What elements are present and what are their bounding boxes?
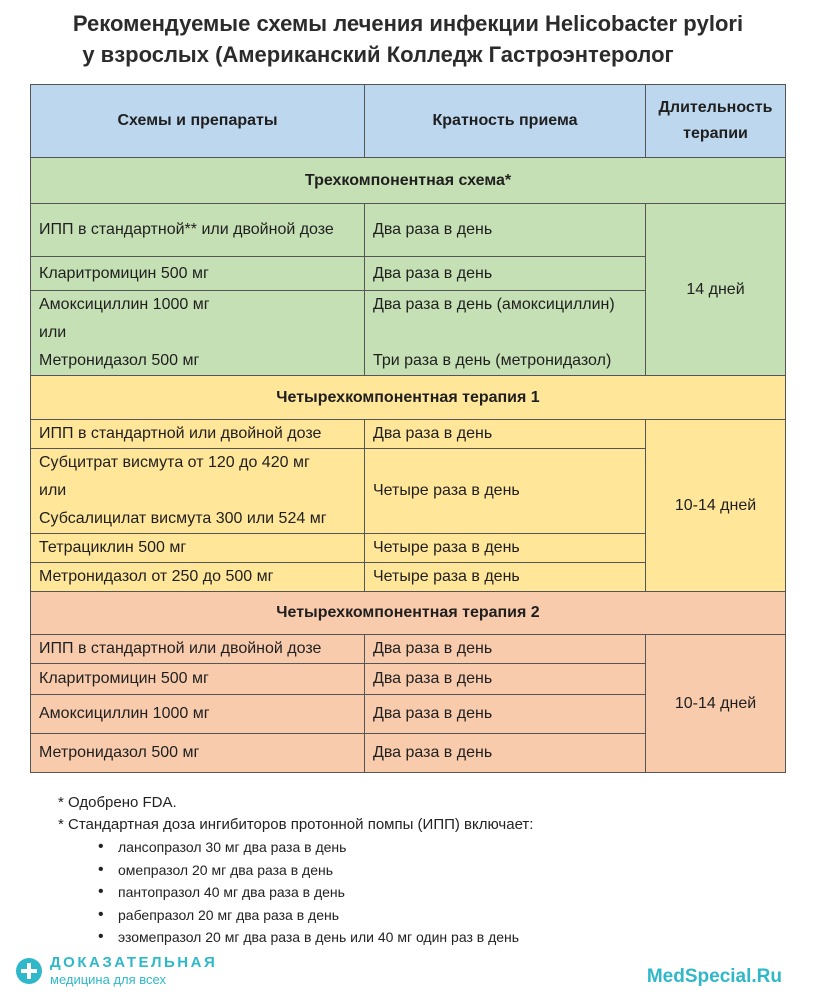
duration-cell: 14 дней [646,204,786,376]
drug-line: Субцитрат висмута от 120 до 420 мг [39,454,310,471]
section-header-row [31,158,786,204]
section-header-row [31,592,786,635]
header-regimens: Схемы и препараты [31,85,365,158]
frequency-cell: Четыре раза в день [365,563,646,592]
list-item: • лансопразол 30 мг два раза в день [100,836,533,859]
logo-line-1: ДОКАЗАТЕЛЬНАЯ [50,954,218,971]
drug-cell [31,291,365,376]
drug-cell: Кларитромицин 500 мг [31,257,365,291]
frequency-line: Три раза в день (метронидазол) [373,352,612,369]
frequency-cell: Два раза в день [365,734,646,773]
table-row [31,204,786,257]
frequency-cell: Два раза в день [365,664,646,695]
drug-line: или [39,482,67,499]
table-row [31,420,786,449]
footnote-standard-dose: * Стандартная доза ингибиторов протонной помпы (ИПП) включает: [58,816,534,833]
frequency-cell: Два раза в день [365,420,646,449]
frequency-line: Два раза в день (амоксициллин) [373,296,615,313]
drug-cell: Кларитромицин 500 мг [31,664,365,695]
duration-cell: 10-14 дней [646,420,786,592]
frequency-cell: Четыре раза в день [365,449,646,534]
drug-line: Метронидазол 500 мг [39,352,200,369]
title-line-1: Рекомендуемые схемы лечения инфекции Helicobacter pylori [72,11,744,36]
list-item: • эзомепразол 20 мг два раза в день или 40 мг один раз в день [100,926,533,949]
drug-cell: Метронидазол 500 мг [31,734,365,773]
logo-line-2: медицина для всех [50,972,166,987]
frequency-cell: Два раза в день [365,695,646,734]
footnotes [58,792,533,949]
drug-cell: Амоксициллин 1000 мг [31,695,365,734]
drug-cell [31,449,365,534]
ppi-dose-list [58,836,533,949]
medical-cross-icon [16,958,42,984]
drug-cell: ИПП в стандартной или двойной дозе [31,420,365,449]
frequency-line [373,319,637,347]
drug-line: или [39,324,67,341]
frequency-cell: Два раза в день [365,257,646,291]
table-header-row [31,85,786,158]
drug-cell: ИПП в стандартной** или двойной дозе [31,204,365,257]
drug-cell: Метронидазол от 250 до 500 мг [31,563,365,592]
duration-cell: 10-14 дней [646,635,786,773]
drug-line: Амоксициллин 1000 мг [39,296,210,313]
frequency-cell: Два раза в день [365,204,646,257]
section-header-row [31,376,786,420]
site-link[interactable]: MedSpecial.Ru [646,966,782,987]
frequency-cell: Четыре раза в день [365,534,646,563]
drug-line: Субсалицилат висмута 300 или 524 мг [39,510,327,527]
section-title: Четырехкомпонентная терапия 2 [31,592,786,635]
list-item: • пантопразол 40 мг два раза в день [100,881,533,904]
list-item: • омепразол 20 мг два раза в день [100,859,533,882]
drug-cell: ИПП в стандартной или двойной дозе [31,635,365,664]
section-title: Четырехкомпонентная терапия 1 [31,376,786,420]
page-title [0,8,816,70]
header-duration: Длительность терапии [646,85,786,158]
section-title: Трехкомпонентная схема* [31,158,786,204]
header-frequency: Кратность приема [365,85,646,158]
title-line-2: у взрослых (Американский Колледж Гастроэнтеролог [82,42,674,67]
frequency-cell [365,291,646,376]
frequency-cell: Два раза в день [365,635,646,664]
treatment-table [30,84,786,773]
list-item: • рабепразол 20 мг два раза в день [100,904,533,927]
footnote-fda: * Одобрено FDA. [58,794,177,811]
table-row [31,635,786,664]
drug-cell: Тетрациклин 500 мг [31,534,365,563]
